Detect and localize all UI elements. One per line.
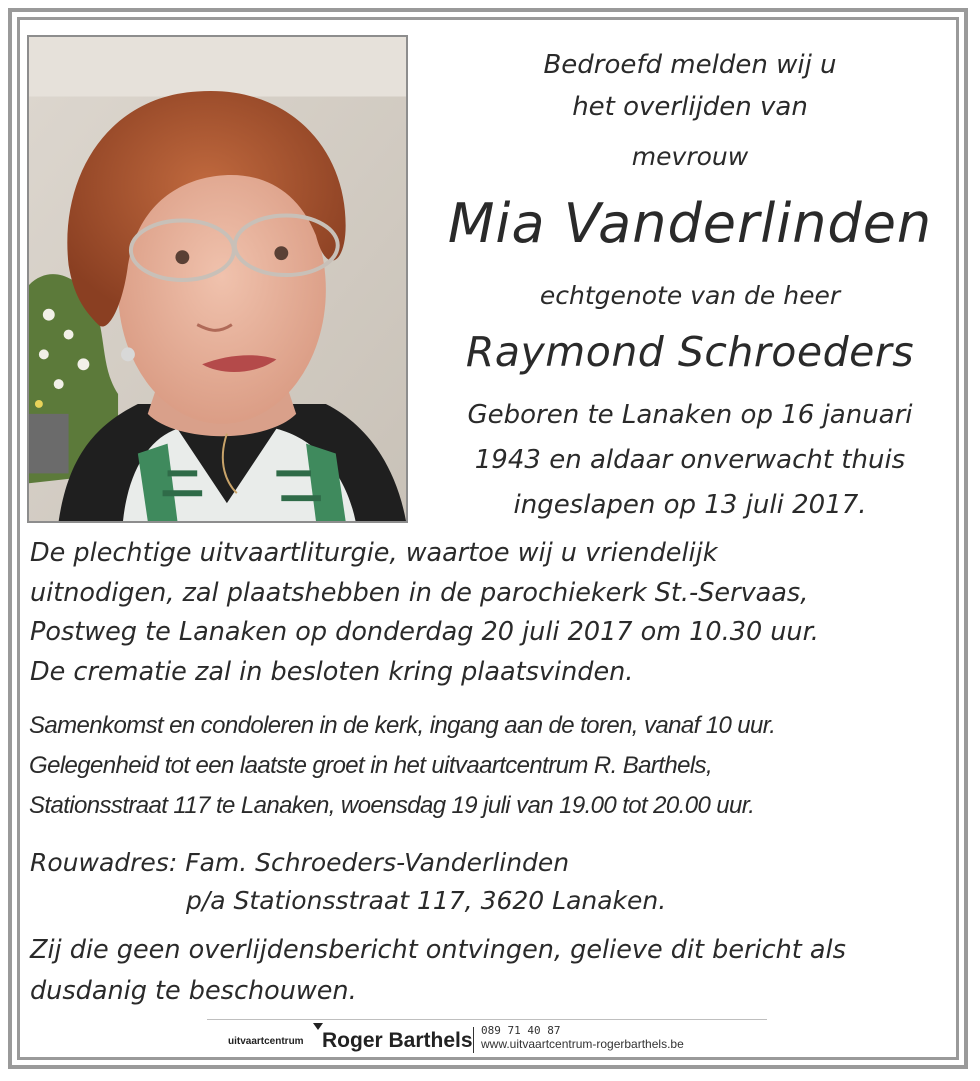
closing-line-1: Zij die geen overlijdensbericht ontvingen, gelieve dit bericht als bbox=[30, 935, 846, 965]
footer-phone: 089 71 40 87 bbox=[481, 1024, 561, 1037]
deceased-name: Mia Vanderlinden bbox=[447, 192, 933, 255]
footer-divider bbox=[207, 1019, 767, 1020]
mourning-address-label: Rouwadres: Fam. Schroeders-Vanderlinden bbox=[30, 848, 570, 877]
ceremony-line-2: uitnodigen, zal plaatshebben in de parochiekerk St.-Servaas, bbox=[30, 577, 809, 608]
opening-lines bbox=[450, 44, 930, 128]
note-line-2: Gelegenheid tot een laatste groet in het uitvaartcentrum R. Barthels, bbox=[29, 752, 713, 779]
closing-text bbox=[30, 930, 846, 1012]
mourning-address-street: p/a Stationsstraat 117, 3620 Lanaken. bbox=[186, 886, 667, 915]
birth-line-1: Geboren te Lanaken op 16 januari bbox=[467, 400, 913, 430]
spouse-name: Raymond Schroeders bbox=[465, 328, 915, 376]
birth-details bbox=[430, 393, 950, 528]
footer-prefix: uitvaartcentrum bbox=[228, 1036, 304, 1047]
opening-line-1: Bedroefd melden wij u bbox=[543, 50, 837, 80]
ceremony-text bbox=[30, 534, 819, 692]
spouse-intro: echtgenote van de heer bbox=[539, 281, 841, 310]
footer-brand: Roger Barthels bbox=[322, 1029, 473, 1052]
portrait-illustration bbox=[29, 37, 406, 521]
portrait-photo bbox=[27, 35, 408, 523]
birth-line-2: 1943 en aldaar onverwacht thuis bbox=[474, 445, 906, 475]
note-line-1: Samenkomst en condoleren in de kerk, ingang aan de toren, vanaf 10 uur. bbox=[29, 712, 776, 739]
opening-line-2: het overlijden van bbox=[572, 92, 808, 122]
honorific: mevrouw bbox=[631, 142, 749, 171]
footer-website[interactable]: www.uitvaartcentrum-rogerbarthels.be bbox=[481, 1037, 684, 1051]
ceremony-line-3: Postweg te Lanaken op donderdag 20 juli 2017 om 10.30 uur. bbox=[30, 617, 819, 647]
footer-separator bbox=[473, 1027, 474, 1053]
ceremony-line-4: De crematie zal in besloten kring plaatsvinden. bbox=[30, 656, 634, 687]
ceremony-notes bbox=[29, 706, 775, 826]
note-line-3: Stationsstraat 117 te Lanaken, woensdag 19 juli van 19.00 tot 20.00 uur. bbox=[29, 792, 755, 819]
ceremony-line-1: De plechtige uitvaartliturgie, waartoe wij u vriendelijk bbox=[30, 538, 718, 568]
closing-line-2: dusdanig te beschouwen. bbox=[30, 976, 357, 1006]
birth-line-3: ingeslapen op 13 juli 2017. bbox=[513, 490, 867, 520]
